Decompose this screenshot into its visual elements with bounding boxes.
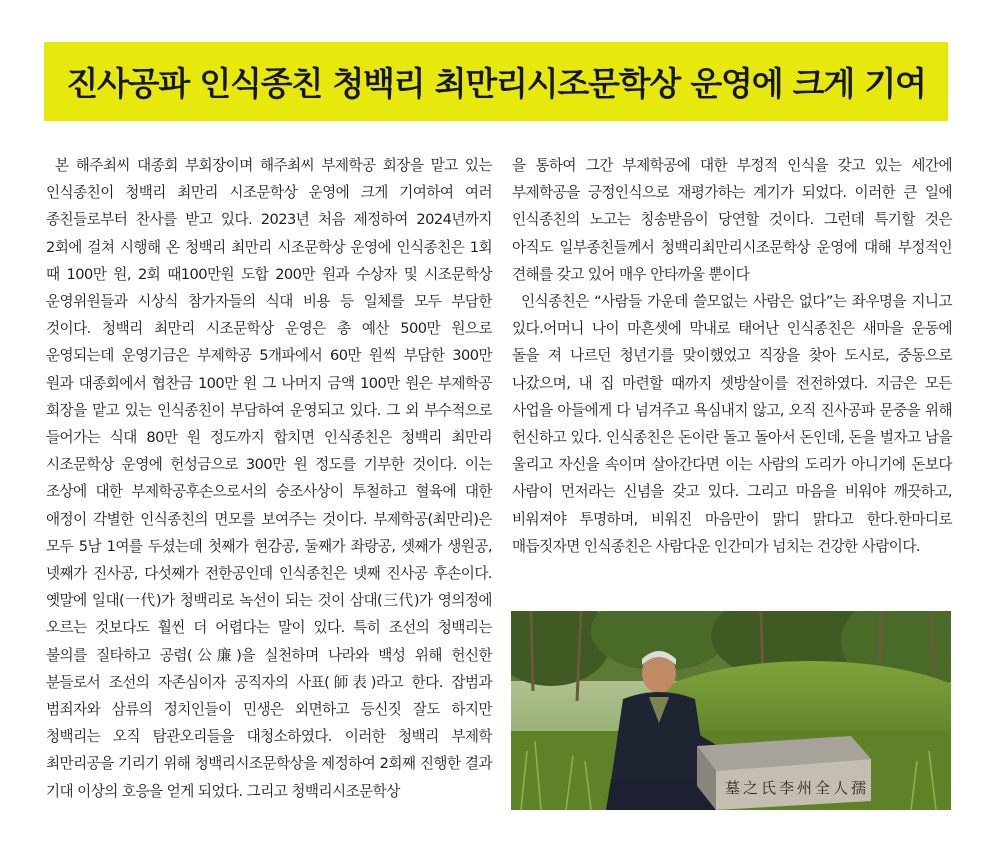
article-headline: 진사공파 인식종친 청백리 최만리시조문학상 운영에 크게 기여	[66, 64, 926, 103]
stone-inscription: 墓之氏李州全人孺	[725, 779, 870, 797]
article-paragraph: 본 해주최씨 대종회 부회장이며 해주최씨 부제학공 회장을 맡고 있는 인식종친이 청백리 최만리 시조문학상 운영에 크게 기여하여 여러 종친들로부터 찬사를 받고 있다. 2023년 처음 제정하여 2024년까지 2회에 걸쳐 시행해 온 청백리 최만리 시조문학상 운영에 인식종친은 1회 때 100만 원, 2회 때100만원 도합 200만 원과 수상자 및 시조문학상 운영위원들과 시상식 참가자들의 식대 비용 등 일체를 모두 부담한 것이다. 청백리 최만리 시조문학상 운영은 총 예산 500만 원으로 운영되는데 운영기금은 부제학공 5개파에서 60만 원씩 부담한 300만 원과 대종회에서 협찬금 100만 원 그 나머지 금액 100만 원은 부제학공 회장을 맡고 있는 인식종친이 부담하여 운영되고 있다. 그 외 부수적으로 들어가는 식대 80만 원 정도까지 합치면 인식종친은 청백리 최만리 시조문학상 운영에 헌성금으로 300만 원 정도를 기부한 것이다. 이는 조상에 대한 부제학공후손으로서의 숭조사상이 투철하고 혈육에 대한 애정이 각별한 인식종친의 면모를 보여주는 것이다. 부제학공(최만리)은 모두 5남 1여를 두셨는데 첫째가 현감공, 둘째가 좌랑공, 셋째가 생원공, 넷째가 진사공, 다섯째가 전한공인데 인식종친은 넷째 진사공 후손이다. 옛말에 일대(一代)가 청백리로 녹선이 되는 것이 삼대(三代)가 영의정에 오르는 것보다도 훨씬 더 어렵다는 말이 있다. 특히 조선의 청백리는 불의를 질타하고 공렴(公廉)을 실천하며 나라와 백성 위해 헌신한 분들로서 조선의 자존심이자 공직자의 사표(師表)라고 한다. 잡범과 범죄자와 삼류의 정치인들이 민생은 외면하고 등신짓 잘도 하지만 청백리는 오직 탐관오리들을 대청소하였다. 이러한 청백리 부제학 최만리공을 기리기 위해 청백리시조문학상을 제정하여 2회째 진행한 결과 기대 이상의 호응을 얻게 되었다. 그리고 청백리시조문학상	[46, 157, 492, 800]
article-photo	[511, 611, 951, 810]
headline-banner	[44, 42, 948, 121]
photo-illustration	[511, 611, 951, 810]
article-paragraph: 인식종친은 “사람들 가운데 쓸모없는 사람은 없다”는 좌우명을 지니고 있다.어머니 나이 마흔셋에 막내로 태어난 인식종친은 새마을 운동에 돌을 져 나르던 청년기를 맞이했었고 직장을 찾아 도시로, 중동으로 나갔으며, 내 집 마련할 때까지 셋방살이를 전전하였다. 지금은 모든 사업을 아들에게 다 넘겨주고 욕심내지 않고, 오직 진사공파 문중을 위해 헌신하고 있다. 인식종친은 돈이란 돌고 돌아서 돈인데, 돈을 벌자고 남을 울리고 자신을 속이며 살아간다면 이는 사람의 도리가 아니기에 돈보다 사람이 먼저라는 신념을 갖고 있다. 그리고 마음을 비워야 깨끗하고, 비워져야 투명하며, 비워진 마음만이 맑디 맑다고 한다.한마디로 매듭짓자면 인식종친은 사람다운 인간미가 넘치는 건강한 사람이다.	[512, 293, 952, 555]
article-right-column	[512, 152, 952, 560]
article-left-column	[46, 152, 492, 805]
article-paragraph: 을 통하여 그간 부제학공에 대한 부정적 인식을 갖고 있는 세간에 부제학공을 긍정인식으로 재평가하는 계기가 되었다. 이러한 큰 일에 인식종친의 노고는 칭송받음이 당연할 것이다. 그런데 특기할 것은 아직도 일부종친들께서 청백리최만리시조문학상 운영에 대해 부정적인 견해를 갖고 있어 매우 안타까울 뿐이다	[512, 157, 952, 283]
grave-stone	[697, 736, 871, 810]
